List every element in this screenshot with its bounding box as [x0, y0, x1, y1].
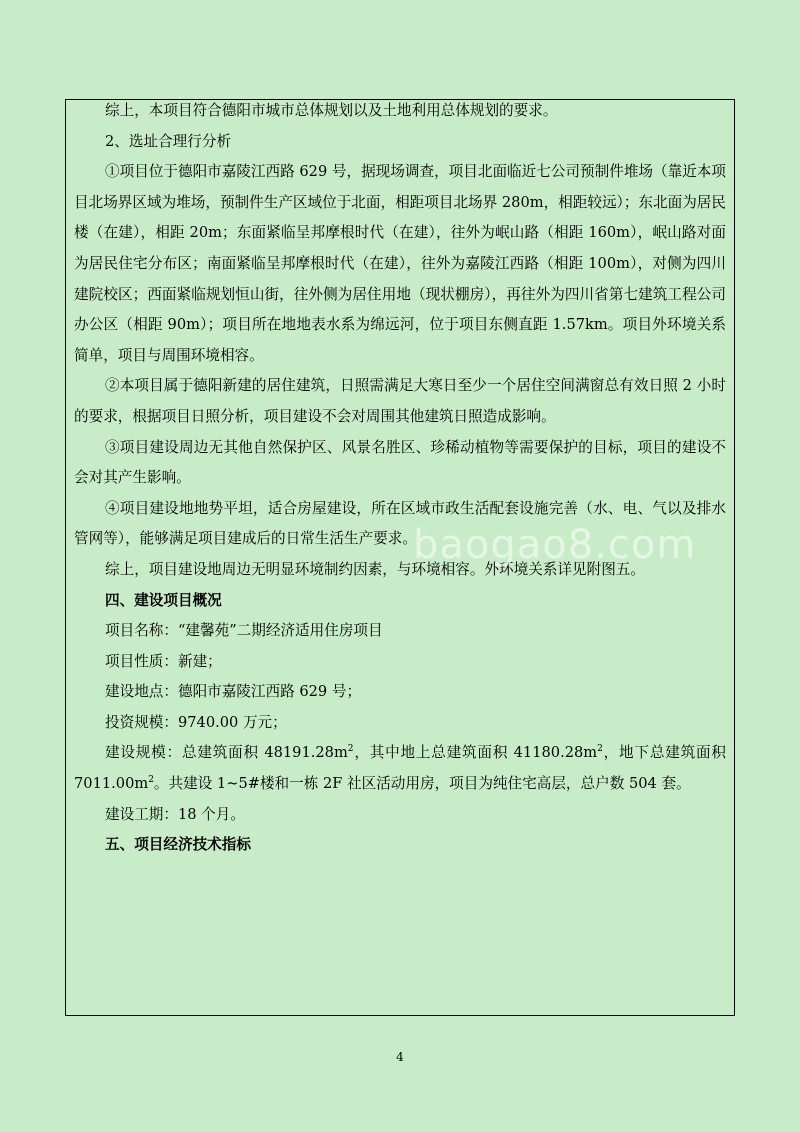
scale-part-b: ，其中地上总建筑面积 41180.28m — [353, 744, 598, 762]
heading-project-overview: 四、建设项目概况 — [105, 591, 222, 609]
heading-site-analysis: 2、选址合理行分析 — [105, 132, 232, 150]
scale-part-d: 。共建设 1~5#楼和一栋 2F 社区活动用房，项目为纯住宅高层，总户数 504 套。 — [153, 775, 691, 793]
scale-sup-1: 2 — [347, 744, 354, 755]
project-location: 建设地点：德阳市嘉陵江西路 629 号； — [105, 683, 362, 701]
paragraph-summary-env: 综上，项目建设地周边无明显环境制约因素，与环境相容。外环境关系详见附图五。 — [105, 560, 645, 578]
scale-sup-2: 2 — [597, 744, 603, 755]
watermark: baogao8.com — [413, 522, 697, 568]
paragraph-site-2: ②本项目属于德阳新建的居住建筑，日照需满足大寒日至少一个居住空间满窗总有效日照 2 小时的要求，根据项目日照分析，项目建设不会对周围其他建筑日照造成影响。 — [74, 377, 726, 425]
content-frame — [65, 99, 735, 1016]
scale-sup-3: 2 — [148, 775, 154, 786]
page-number: 4 — [396, 1050, 404, 1064]
project-scale — [74, 738, 726, 799]
paragraph-summary-plan: 综上，本项目符合德阳市城市总体规划以及土地利用总体规划的要求。 — [105, 102, 558, 119]
scale-part-a: 建设规模：总建筑面积 48191.28m — [105, 744, 348, 762]
paragraph-site-3: ③项目建设周边无其他自然保护区、风景名胜区、珍稀动植物等需要保护的目标，项目的建设不会对其产生影响。 — [74, 438, 726, 487]
project-period: 建设工期：18 个月。 — [105, 805, 245, 823]
heading-economic-indicators: 五、项目经济技术指标 — [105, 836, 251, 854]
project-investment: 投资规模：9740.00 万元； — [105, 713, 287, 731]
scale-part-c: ，地下总建筑面积 7011.00m — [74, 744, 726, 793]
project-nature: 项目性质：新建； — [105, 652, 222, 670]
paragraph-site-1: ①项目位于德阳市嘉陵江西路 629 号，据现场调查，项目北面临近七公司预制件堆场（靠近本项目北场界区域为堆场，预制件生产区域位于北面，相距项目北场界 280m，相距较远）；东北面为居民楼（在建），相距 20m；东面紧临呈邦摩根时代（在建），往外为岷山路（相距 160m），岷山路对面为居民住宅分布区；南面紧临呈邦摩根时代（在建），往外为嘉陵江西路（相距 100m），对侧为四川建院校区；西面紧临规划恒山街，往外侧为居住用地（现状棚房），再往外为四川省第七建筑工程公司办公区（相距 90m）；项目所在地地表水系为绵远河，位于项目东侧直距 1.57km。项目外环境关系简单，项目与周围环境相容。 — [74, 163, 726, 364]
paragraph-site-4: ④项目建设地地势平坦，适合房屋建设，所在区域市政生活配套设施完善（水、电、气以及排水管网等），能够满足项目建成后的日常生活生产要求。 — [74, 499, 726, 548]
project-name: 项目名称：“建馨苑”二期经济适用住房项目 — [105, 622, 383, 640]
